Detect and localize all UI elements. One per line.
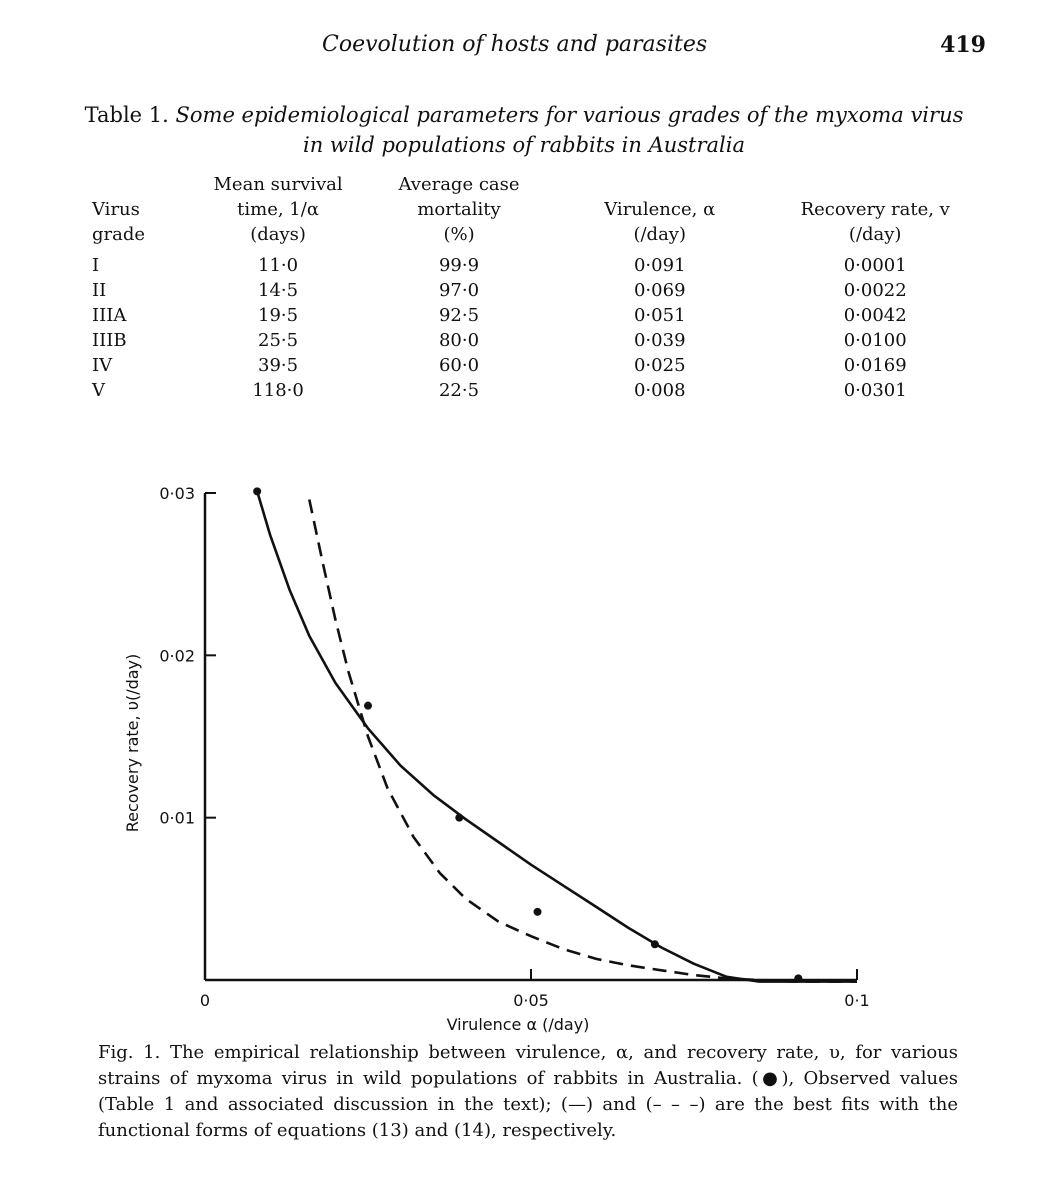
x-tick-label: 0·05 [513,991,549,1010]
cell-survival: 19·5 [258,305,299,326]
cell-survival: 39·5 [258,355,299,376]
cell-virulence: 0·091 [633,255,686,276]
data-point [794,974,802,982]
cell-grade: V [92,380,105,401]
header-virus-grade: Virus grade [92,199,146,245]
cell-recovery: 0·0169 [843,355,907,376]
dashed-fit-line [309,500,857,982]
cell-survival: 14·5 [258,280,299,301]
page-number: 419 [940,32,986,58]
x-tick-label: 0·1 [844,991,870,1010]
table-row [88,278,978,303]
chart-curves [257,491,857,981]
cell-virulence: 0·069 [633,280,686,301]
chart-points [253,487,802,982]
cell-survival: 25·5 [258,330,299,351]
data-table [88,172,978,403]
cell-mortality: 60·0 [438,355,480,376]
table-row [88,353,978,378]
cell-survival: 11·0 [258,255,299,276]
cell-virulence: 0·039 [633,330,686,351]
running-head [0,30,1046,64]
x-axis-label: Virulence α (/day) [446,1015,590,1034]
chart-axes [205,493,857,980]
cell-mortality: 22·5 [438,380,480,401]
cell-grade: II [92,280,107,301]
cell-recovery: 0·0301 [843,380,907,401]
data-point [651,940,659,948]
cell-mortality: 80·0 [438,330,480,351]
table-caption-line2: in wild populations of rabbits in Australia [303,133,745,157]
cell-recovery: 0·0042 [843,305,907,326]
cell-recovery: 0·0022 [843,280,907,301]
cell-virulence: 0·051 [633,305,686,326]
y-axis-label: Recovery rate, υ(/day) [123,653,142,833]
y-tick-label: 0·03 [159,484,195,503]
cell-grade: IIIB [92,330,127,351]
cell-mortality: 92·5 [438,305,480,326]
cell-recovery: 0·0100 [843,330,907,351]
table-row [88,253,978,278]
cell-mortality: 99·9 [438,255,480,276]
table-row [88,303,978,328]
data-point [455,814,463,822]
header-case-mortality: Average case mortality (%) [398,174,520,245]
table-caption [54,100,994,160]
x-tick-label: 0 [199,991,211,1010]
table-row [88,378,978,403]
data-point [253,487,261,495]
cell-virulence: 0·025 [633,355,686,376]
cell-virulence: 0·008 [633,380,686,401]
cell-grade: I [92,255,100,276]
table-label: Table 1. [84,103,169,127]
cell-grade: IIIA [92,305,127,326]
data-point [534,908,542,916]
solid-fit-line [257,491,857,981]
figure-caption: Fig. 1. The empirical relationship between virulence, α, and recovery rate, υ, for various strains of myxoma virus in wild populations of rabbits in Australia. (●), Observed values (Table 1 and associated discussion in the text); (—) and (– – –) are the best fits with the functional forms of equations (13) and (14), respectively. [98,1042,958,1141]
cell-survival: 118·0 [252,380,304,401]
data-point [364,702,372,710]
y-tick-label: 0·02 [159,646,195,666]
header-virulence: Virulence, α (/day) [604,199,716,245]
cell-grade: IV [92,355,113,376]
cell-mortality: 97·0 [438,280,480,301]
header-mean-survival: Mean survival time, 1/α (days) [213,174,343,245]
y-tick-label: 0·01 [159,808,195,828]
header-recovery-rate: Recovery rate, v (/day) [800,199,950,245]
scatter-chart [0,460,1046,1035]
table-row [88,328,978,353]
table-caption-line1: Some epidemiological parameters for various grades of the myxoma virus [175,103,964,127]
chart-ticks [159,484,869,1010]
running-head-title: Coevolution of hosts and parasites [322,32,708,57]
cell-recovery: 0·0001 [843,255,907,276]
table-header-row [88,172,978,253]
